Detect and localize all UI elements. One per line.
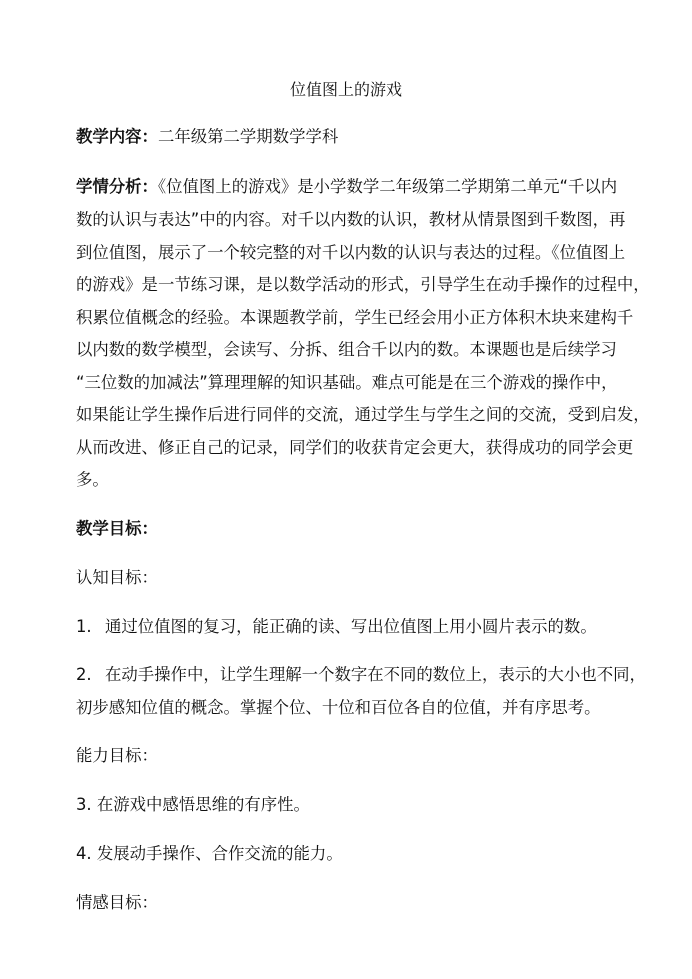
emotion-goals-label: 情感目标： [76, 893, 158, 912]
goal-item-2-number: 2. [76, 665, 92, 684]
goal-item-1-text: 通过位值图的复习，能正确的读、写出位值图上用小圆片表示的数。 [105, 617, 597, 636]
analysis-line-7: “三位数的加减法”算理理解的知识基础。难点可能是在三个游戏的操作中， [76, 373, 618, 392]
goal-item-2-text-line-2: 初步感知位值的概念。掌握个位、十位和百位各自的位值，并有序思考。 [76, 698, 601, 717]
goal-item-4: 4. 发展动手操作、合作交流的能力。 [76, 844, 343, 863]
analysis-line-5: 积累位值概念的经验。本课题教学前，学生已经会用小正方体积木块来建构千 [76, 308, 634, 327]
analysis-label: 学情分析： [76, 177, 158, 196]
analysis-line-6: 以内数的数学模型，会读写、分拆、组合千以内的数。本课题也是后续学习 [76, 340, 617, 359]
teaching-content-line [76, 127, 616, 147]
goal-item-2 [76, 665, 646, 685]
document-title: 位值图上的游戏 [289, 80, 402, 99]
goal-item-1 [76, 617, 616, 637]
analysis-text-1: 《位值图上的游戏》是小学数学二年级第二学期第二单元“千以内 [157, 177, 618, 196]
goal-item-1-number: 1. [76, 617, 92, 636]
ability-goals-label: 能力目标： [76, 746, 158, 765]
goals-label: 教学目标： [76, 519, 158, 538]
teaching-content-label: 教学内容： [76, 127, 158, 146]
goal-item-2-text-line-1: 在动手操作中，让学生理解一个数字在不同的数位上，表示的大小也不同， [105, 665, 646, 684]
analysis-line-2: 数的认识与表达”中的内容。对千以内数的认识，教材从情景图到千数图，再 [76, 210, 626, 229]
analysis-line-8: 如果能让学生操作后进行同伴的交流，通过学生与学生之间的交流，受到启发， [76, 405, 650, 424]
teaching-content-text: 二年级第二学期数学学科 [157, 127, 339, 146]
analysis-line-4: 的游戏》是一节练习课，是以数学活动的形式，引导学生在动手操作的过程中， [76, 275, 650, 294]
analysis-line-1 [76, 177, 616, 197]
analysis-line-3: 到位值图，展示了一个较完整的对千以内数的认识与表达的过程。《位值图上 [76, 243, 626, 262]
analysis-line-9: 从而改进、修正自己的记录，同学们的收获肯定会更大，获得成功的同学会更 [76, 438, 634, 457]
cognitive-goals-label: 认知目标： [76, 568, 158, 587]
goal-item-3: 3. 在游戏中感悟思维的有序性。 [76, 795, 310, 814]
analysis-line-10: 多。 [76, 470, 109, 489]
